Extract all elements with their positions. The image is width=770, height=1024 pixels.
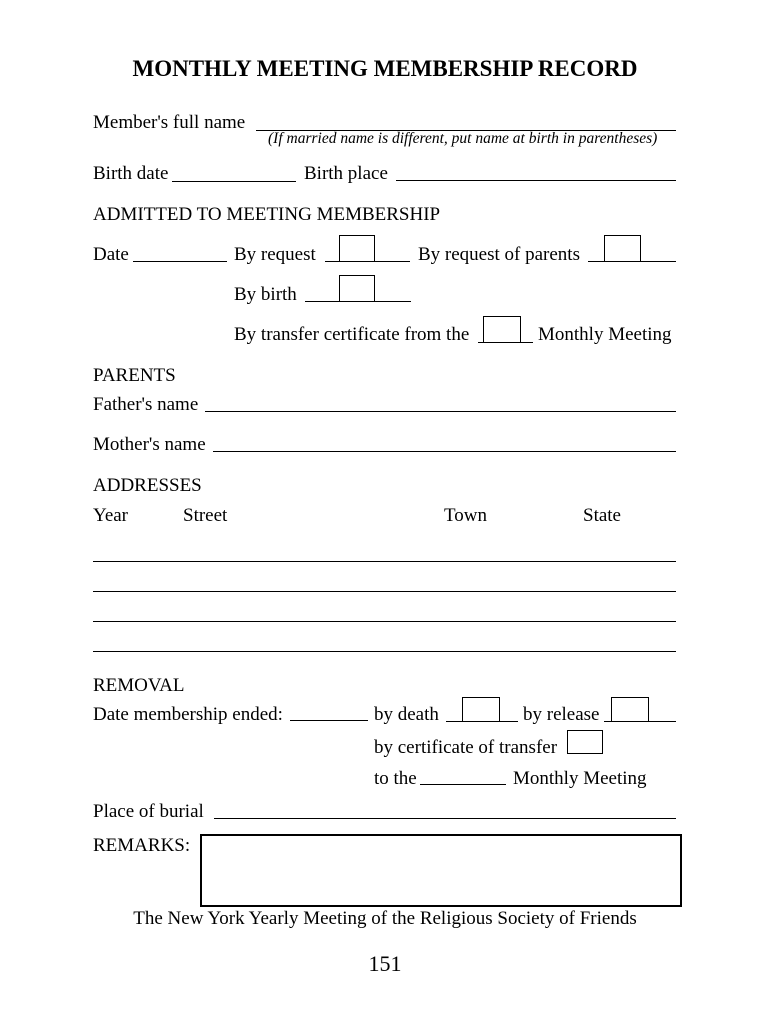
- to-the-label: to the: [374, 768, 417, 789]
- by-request-of-parents-checkbox[interactable]: [604, 235, 641, 262]
- admitted-heading: ADMITTED TO MEETING MEMBERSHIP: [93, 204, 441, 225]
- by-certificate-of-transfer-checkbox[interactable]: [567, 730, 603, 754]
- admitted-date-label: Date: [93, 244, 129, 265]
- by-certificate-of-transfer-label: by certificate of transfer: [374, 737, 558, 758]
- address-row[interactable]: [93, 541, 676, 562]
- birth-date-label: Birth date: [93, 163, 169, 184]
- full-name-label: Member's full name: [93, 112, 246, 133]
- address-column-town: Town: [444, 505, 488, 526]
- date-membership-ended-field[interactable]: [290, 700, 368, 721]
- father-name-field[interactable]: [205, 391, 676, 412]
- by-death-checkbox[interactable]: [462, 697, 500, 722]
- date-membership-ended-label: Date membership ended:: [93, 704, 283, 725]
- form-title: MONTHLY MEETING MEMBERSHIP RECORD: [132, 56, 638, 81]
- by-request-of-parents-label: By request of parents: [418, 244, 580, 265]
- father-name-label: Father's name: [93, 394, 199, 415]
- footer-organization: The New York Yearly Meeting of the Religious Society of Friends: [133, 908, 637, 929]
- remarks-textarea[interactable]: [200, 834, 682, 907]
- mother-name-label: Mother's name: [93, 434, 206, 455]
- full-name-note: (If married name is different, put name at birth in parentheses): [268, 130, 658, 147]
- place-of-burial-label: Place of burial: [93, 801, 204, 822]
- by-request-label: By request: [234, 244, 316, 265]
- transfer-meeting-field[interactable]: [420, 764, 506, 785]
- by-transfer-label: By transfer certificate from the: [234, 324, 470, 345]
- full-name-field[interactable]: [256, 110, 676, 131]
- by-request-checkbox[interactable]: [339, 235, 375, 262]
- by-birth-checkbox[interactable]: [339, 275, 375, 302]
- removal-monthly-meeting-label: Monthly Meeting: [513, 768, 647, 789]
- admitted-monthly-meeting-label: Monthly Meeting: [538, 324, 672, 345]
- mother-name-field[interactable]: [213, 431, 676, 452]
- address-column-street: Street: [183, 505, 228, 526]
- admitted-date-field[interactable]: [133, 241, 227, 262]
- by-death-label: by death: [374, 704, 439, 725]
- place-of-burial-field[interactable]: [214, 798, 676, 819]
- address-row[interactable]: [93, 601, 676, 622]
- by-release-label: by release: [523, 704, 600, 725]
- address-row[interactable]: [93, 571, 676, 592]
- by-release-checkbox[interactable]: [611, 697, 649, 722]
- by-birth-label: By birth: [234, 284, 297, 305]
- birth-date-field[interactable]: [172, 161, 296, 182]
- birth-place-label: Birth place: [304, 163, 388, 184]
- address-column-year: Year: [93, 505, 129, 526]
- page-number: 151: [368, 951, 402, 976]
- parents-heading: PARENTS: [93, 365, 176, 386]
- address-row[interactable]: [93, 631, 676, 652]
- by-transfer-checkbox[interactable]: [483, 316, 521, 343]
- remarks-label: REMARKS:: [93, 835, 191, 856]
- removal-heading: REMOVAL: [93, 675, 185, 696]
- address-column-state: State: [583, 505, 621, 526]
- addresses-heading: ADDRESSES: [93, 475, 202, 496]
- birth-place-field[interactable]: [396, 160, 676, 181]
